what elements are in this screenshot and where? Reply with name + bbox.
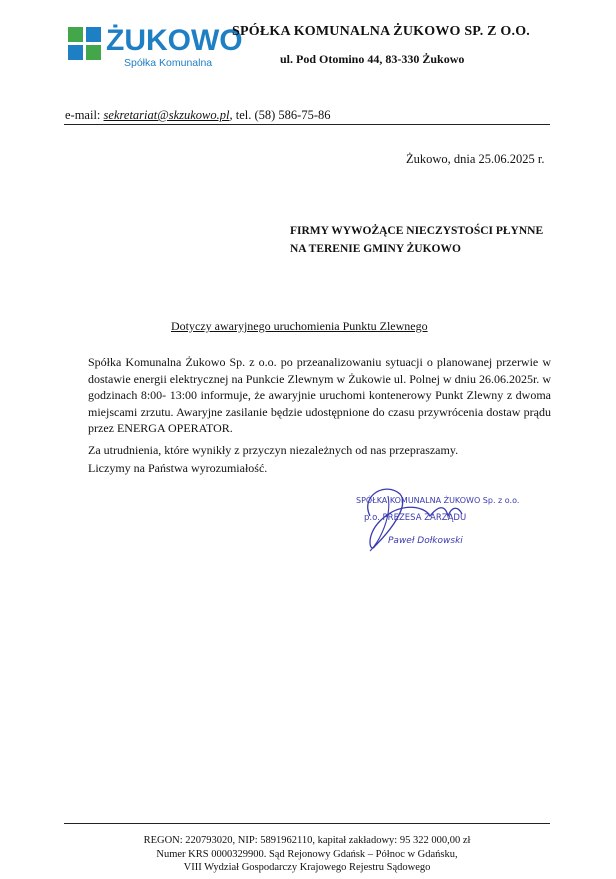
company-logo-icon [68,27,102,61]
letter-subject: Dotyczy awaryjnego uruchomienia Punktu Zlewnego [171,319,428,333]
company-address: ul. Pod Otomino 44, 83-330 Żukowo [280,52,465,66]
email-label: e-mail: [65,108,101,122]
closing-line: Liczymy na Państwa wyrozumiałość. [88,461,268,475]
date-line: Żukowo, dnia 25.06.2025 r. [406,152,545,166]
phone-number: , tel. (58) 586-75-86 [229,108,331,122]
recipient-block [290,222,543,258]
footer-line-3: VIII Wydział Gospodarczy Krajowego Rejestru Sądowego [183,862,431,873]
footer-divider [64,823,550,824]
apology-line: Za utrudnienia, które wynikły z przyczyn niezależnych od nas przepraszamy. [88,443,459,457]
logo-wordmark: ŻUKOWO [106,24,243,57]
footer-line-1: REGON: 220793020, NIP: 5891962110, kapitał zakładowy: 95 322 000,00 zł [143,835,471,846]
body-paragraph: Spółka Komunalna Żukowo Sp. z o.o. po przeanalizowaniu sytuacji o planowanej przerwie w dostawie energii elektrycznej na Punkcie Zlewnym w Żukowie ul. Polnej w dniu 26.06.2025r. w godzinach 8:00- 13:00 informuje, że awaryjnie uruchomi kontenerowy Punkt Zlewny z dwoma miejscami zrzutu. Awaryjne zasilanie będzie udostępnione do czasu przywrócenia dostaw prądu przez ENERGA OPERATOR. [88,355,551,435]
header-divider [64,124,550,125]
footer [64,834,550,875]
logo-subtitle: Spółka Komunalna [124,57,213,69]
stamp-line-2: p.o. PREZESA ZARZĄDU [364,513,467,523]
footer-line-2: Numer KRS 0000329900. Sąd Rejonowy Gdańsk – Północ w Gdańsku, [156,848,458,860]
stamp-name: Paweł Dołkowski [388,536,463,546]
recipient-line-2: NA TERENIE GMINY ŻUKOWO [290,243,461,255]
email-link[interactable]: sekretariat@skzukowo.pl [103,108,230,122]
recipient-line-1: FIRMY WYWOŻĄCE NIECZYSTOŚCI PŁYNNE [290,225,544,237]
signature-stamp [330,476,520,566]
stamp-line-1: SPÓŁKA KOMUNALNA ŻUKOWO Sp. z o.o. [356,496,520,505]
contact-line [65,108,331,123]
company-name: SPÓŁKA KOMUNALNA ŻUKOWO SP. Z O.O. [232,24,530,39]
